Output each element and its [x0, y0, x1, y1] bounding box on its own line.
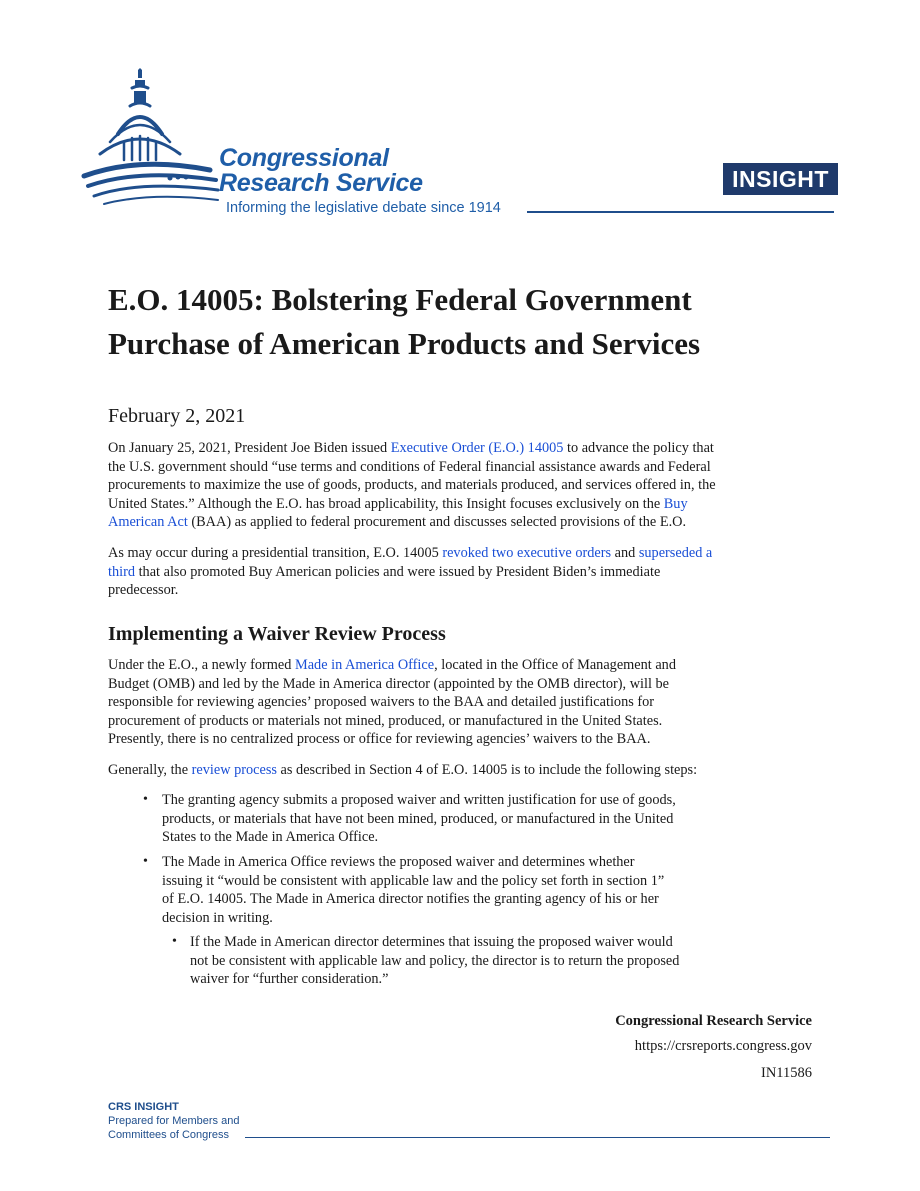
page-title	[108, 278, 828, 366]
paragraph-office	[108, 656, 820, 749]
text-run: (BAA) as applied to federal procurement and discusses selected provisions of the E.O.	[187, 514, 687, 530]
paragraph-transition	[108, 544, 820, 600]
text-run: that also promoted Buy American policies and were issued by President Biden’s immediate	[135, 563, 661, 580]
text-line	[108, 656, 820, 675]
capitol-dome-logo-icon	[80, 64, 220, 214]
bullet-marker: •	[143, 792, 148, 807]
text-run: and	[611, 545, 639, 561]
text-line	[108, 439, 820, 458]
link-executive-order[interactable]: Executive Order (E.O.) 14005	[390, 440, 564, 456]
text-line: issuing it “would be consistent with applicable law and the policy set forth in section 1”	[162, 872, 665, 889]
sub-bullet-item	[190, 933, 810, 989]
text-run: Generally, the	[108, 762, 192, 778]
publication-date: February 2, 2021	[108, 405, 246, 427]
text-line	[108, 563, 820, 582]
title-line-1: E.O. 14005: Bolstering Federal Government	[108, 282, 692, 317]
text-line: responsible for reviewing agencies’ proposed waivers to the BAA and detailed justifications for	[108, 694, 655, 710]
crs-wordmark	[219, 146, 423, 196]
link-revoked-orders[interactable]: revoked two executive orders	[442, 545, 612, 561]
section-heading: Implementing a Waiver Review Process	[108, 623, 446, 645]
paragraph-intro	[108, 439, 820, 532]
footer-url[interactable]: https://crsreports.congress.gov	[634, 1038, 812, 1054]
text-line: The Made in America Office reviews the proposed waiver and determines whether	[162, 854, 635, 870]
footer-product-id: IN11586	[760, 1065, 812, 1081]
prepared-line-1: Prepared for Members and	[108, 1115, 240, 1127]
text-line: decision in writing.	[162, 909, 273, 926]
header-divider	[527, 211, 834, 213]
text-line: Presently, there is no centralized process or office for reviewing agencies’ waivers to the BAA.	[108, 731, 651, 747]
link-made-in-america-office[interactable]: Made in America Office	[295, 657, 435, 673]
text-run: , located in the Office of Management and	[434, 657, 676, 673]
link-review-process[interactable]: review process	[191, 762, 277, 778]
crs-wordmark-line1: Congressional	[219, 144, 389, 172]
text-line: products, or materials that have not been mined, produced, or manufactured in the United	[162, 810, 674, 827]
sub-bullet-marker: •	[172, 934, 177, 949]
crs-wordmark-line2: Research Service	[219, 169, 423, 197]
text-line: If the Made in American director determines that issuing the proposed waiver would	[190, 934, 673, 950]
text-line	[108, 761, 820, 780]
link-buy-american-act-cont[interactable]: American Act	[108, 514, 188, 530]
paragraph-review-process	[108, 761, 820, 780]
text-line: States to the Made in America Office.	[162, 829, 379, 845]
bullet-item	[162, 853, 802, 927]
text-line: procurements to maximize the use of goods, products, and materials produced, and services offered in, the	[108, 477, 716, 493]
text-line: The granting agency submits a proposed waiver and written justification for use of goods,	[162, 792, 676, 808]
text-line	[108, 495, 820, 514]
link-third[interactable]: third	[108, 563, 136, 580]
link-buy-american-act[interactable]: Buy	[663, 495, 688, 512]
text-run: As may occur during a presidential transition, E.O. 14005	[108, 545, 443, 561]
text-line	[108, 544, 820, 563]
text-line: predecessor.	[108, 582, 179, 598]
prepared-for	[108, 1114, 239, 1142]
title-line-2: Purchase of American Products and Services	[108, 326, 701, 361]
crs-tagline: Informing the legislative debate since 1914	[226, 200, 501, 216]
text-line	[108, 513, 820, 532]
text-line: of E.O. 14005. The Made in America director notifies the granting agency of his or her	[162, 891, 659, 907]
text-run: Under the E.O., a newly formed	[108, 657, 295, 673]
text-line: waiver for “further consideration.”	[190, 971, 389, 987]
link-superseded[interactable]: superseded a	[638, 545, 713, 561]
bullet-item	[162, 791, 802, 847]
footer-divider	[245, 1137, 830, 1138]
text-line: not be consistent with applicable law and policy, the director is to return the proposed	[190, 952, 680, 969]
text-run: United States.” Although the E.O. has broad applicability, this Insight focuses exclusively on the	[108, 495, 664, 512]
text-run: to advance the policy that	[563, 440, 714, 456]
crs-insight-label: CRS INSIGHT	[108, 1101, 179, 1113]
text-run: On January 25, 2021, President Joe Biden issued	[108, 440, 391, 456]
text-line: Budget (OMB) and led by the Made in America director (appointed by the OMB director), will be	[108, 675, 670, 692]
text-line: procurement of products or materials not mined, produced, or manufactured in the United States.	[108, 712, 663, 729]
footer-brand: Congressional Research Service	[615, 1013, 812, 1029]
text-run: as described in Section 4 of E.O. 14005 is to include the following steps:	[276, 762, 698, 778]
prepared-line-2: Committees of Congress	[108, 1129, 230, 1141]
bullet-marker: •	[143, 854, 148, 869]
insight-badge: INSIGHT	[723, 163, 838, 195]
text-line: the U.S. government should “use terms and conditions of Federal financial assistance awards and Federal	[108, 458, 711, 475]
